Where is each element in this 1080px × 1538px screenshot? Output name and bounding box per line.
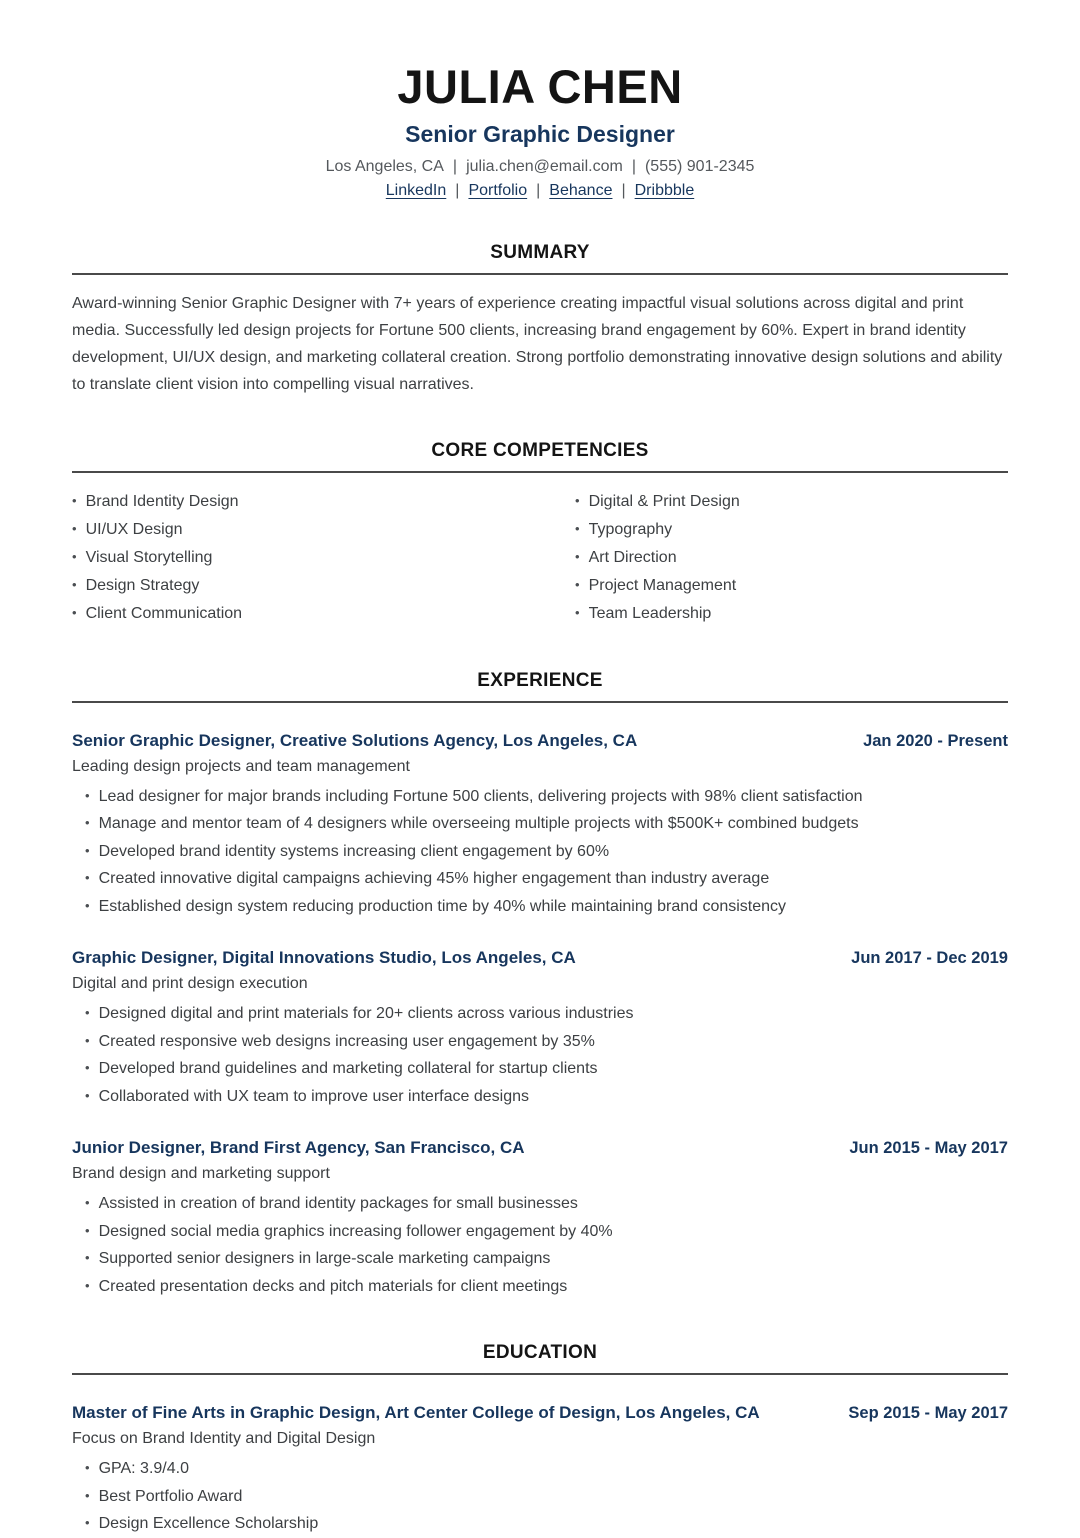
competency-item (575, 488, 1008, 516)
job-bullet (72, 1218, 1008, 1246)
bullet-dot: • (72, 604, 77, 620)
competency-label: Design Strategy (85, 576, 200, 594)
bullet-dot: • (85, 1460, 90, 1476)
summary-heading: SUMMARY (490, 241, 590, 263)
bullet-dot: • (72, 492, 77, 508)
job-entry (72, 1138, 1008, 1300)
link-linkedin[interactable]: LinkedIn (385, 181, 447, 199)
bullet-dot: • (85, 1060, 90, 1076)
job-bullet-list (72, 1190, 1008, 1300)
separator: | (621, 181, 626, 199)
job-entry (72, 948, 1008, 1110)
job-bullet-text: Created innovative digital campaigns achieving 45% higher engagement than industry average (98, 870, 770, 888)
competency-item (575, 516, 1008, 544)
job-header (72, 731, 1008, 751)
link-behance[interactable]: Behance (549, 181, 613, 199)
job-bullet-text: Supported senior designers in large-scale marketing campaigns (98, 1250, 551, 1268)
summary-text: Award-winning Senior Graphic Designer with 7+ years of experience creating impactful visual solutions across digital and print media. Successfully led design projects for Fortune 500 clients, increasing brand engagement by 60%. Expert in brand identity development, UI/UX design, and marketing collateral creation. Strong portfolio demonstrating innovative design solutions and ability to translate client vision into compelling visual narratives. (72, 294, 1003, 393)
competencies-column-left (72, 488, 540, 628)
job-bullet (72, 783, 1008, 811)
bullet-dot: • (85, 815, 90, 831)
bullet-dot: • (85, 1195, 90, 1211)
competency-label: Team Leadership (588, 604, 712, 622)
section-summary (72, 242, 1008, 398)
bullet-dot: • (575, 548, 580, 564)
job-bullet-text: Established design system reducing production time by 40% while maintaining brand consistency (98, 897, 787, 915)
separator: | (536, 181, 541, 199)
competency-label: Art Direction (588, 548, 677, 566)
bullet-dot: • (85, 1487, 90, 1503)
competency-label: Client Communication (85, 604, 243, 622)
bullet-dot: • (85, 870, 90, 886)
job-bullet-text: Created presentation decks and pitch materials for client meetings (98, 1277, 568, 1295)
job-header (72, 1138, 1008, 1158)
bullet-dot: • (85, 1032, 90, 1048)
bullet-dot: • (575, 604, 580, 620)
job-dates: Jun 2017 - Dec 2019 (851, 949, 1008, 968)
contact-email: julia.chen@email.com (466, 157, 623, 175)
job-bullet (72, 1000, 1008, 1028)
job-bullet (72, 1083, 1008, 1111)
education-bullet-text: Best Portfolio Award (98, 1487, 243, 1505)
bullet-dot: • (85, 897, 90, 913)
job-bullet (72, 1190, 1008, 1218)
section-divider (72, 1373, 1008, 1375)
bullet-dot: • (575, 520, 580, 536)
degree-title: Master of Fine Arts in Graphic Design, Art Center College of Design, Los Angeles, CA (72, 1403, 760, 1423)
contact-line (72, 158, 1008, 176)
job-bullet-text: Developed brand guidelines and marketing collateral for startup clients (98, 1060, 598, 1078)
link-portfolio[interactable]: Portfolio (468, 181, 528, 199)
bullet-dot: • (85, 1222, 90, 1238)
bullet-dot: • (72, 520, 77, 536)
contact-phone: (555) 901-2345 (644, 157, 755, 175)
education-header (72, 1403, 1008, 1423)
job-title: Senior Graphic Designer, Creative Solutions Agency, Los Angeles, CA (72, 730, 638, 750)
competency-label: UI/UX Design (85, 520, 183, 538)
competency-label: Typography (588, 520, 673, 538)
bullet-dot: • (85, 1250, 90, 1266)
education-bullet (72, 1510, 1008, 1538)
competency-label: Digital & Print Design (588, 492, 740, 510)
education-heading: EDUCATION (482, 1342, 598, 1364)
bullet-dot: • (72, 576, 77, 592)
education-bullet-text: GPA: 3.9/4.0 (98, 1460, 189, 1478)
job-bullet (72, 810, 1008, 838)
job-bullet (72, 1273, 1008, 1301)
job-header (72, 948, 1008, 968)
bullet-dot: • (85, 1005, 90, 1021)
separator: | (631, 157, 636, 175)
education-bullet-list (72, 1455, 1008, 1538)
job-bullet (72, 838, 1008, 866)
link-dribbble[interactable]: Dribbble (634, 181, 695, 199)
bullet-dot: • (575, 576, 580, 592)
competency-item (575, 572, 1008, 600)
job-dates: Jun 2015 - May 2017 (849, 1139, 1008, 1158)
education-entry (72, 1403, 1008, 1538)
competency-item (72, 544, 540, 572)
degree-dates: Sep 2015 - May 2017 (848, 1404, 1008, 1423)
bullet-dot: • (72, 548, 77, 564)
job-title: Graphic Designer, Digital Innovations Studio, Los Angeles, CA (72, 948, 576, 968)
competency-item (575, 544, 1008, 572)
job-bullet (72, 1055, 1008, 1083)
section-divider (72, 273, 1008, 275)
job-entry (72, 731, 1008, 921)
job-bullet (72, 865, 1008, 893)
job-bullet (72, 893, 1008, 921)
separator: | (455, 181, 460, 199)
job-bullet-list (72, 783, 1008, 921)
job-description: Brand design and marketing support (72, 1165, 330, 1183)
social-links (72, 182, 1008, 200)
bullet-dot: • (85, 1277, 90, 1293)
competency-item (72, 572, 540, 600)
education-bullet (72, 1455, 1008, 1483)
bullet-dot: • (85, 1515, 90, 1531)
competencies-heading: CORE COMPETENCIES (431, 439, 649, 461)
competency-label: Visual Storytelling (85, 548, 213, 566)
candidate-title: Senior Graphic Designer (405, 120, 675, 147)
competency-item (72, 488, 540, 516)
job-bullet (72, 1245, 1008, 1273)
education-bullet-text: Design Excellence Scholarship (98, 1515, 319, 1533)
competency-item (575, 600, 1008, 628)
section-divider (72, 471, 1008, 473)
section-education (72, 1342, 1008, 1538)
candidate-name: JULIA CHEN (397, 60, 683, 113)
job-bullet-text: Lead designer for major brands including Fortune 500 clients, delivering projects with 98% client satisfaction (98, 787, 863, 805)
job-description: Digital and print design execution (72, 975, 308, 993)
job-bullet-text: Manage and mentor team of 4 designers while overseeing multiple projects with $500K+ combined budgets (98, 815, 859, 833)
job-description: Leading design projects and team management (72, 757, 410, 775)
bullet-dot: • (575, 492, 580, 508)
competency-item (72, 516, 540, 544)
section-divider (72, 701, 1008, 703)
competency-label: Project Management (588, 576, 737, 594)
experience-heading: EXPERIENCE (477, 669, 603, 691)
job-bullet-text: Assisted in creation of brand identity packages for small businesses (98, 1195, 578, 1213)
competencies-grid (72, 488, 1008, 628)
job-bullet-list (72, 1000, 1008, 1110)
job-bullet-text: Created responsive web designs increasing user engagement by 35% (98, 1032, 595, 1050)
competencies-column-right (540, 488, 1008, 628)
separator: | (452, 157, 458, 175)
job-bullet-text: Developed brand identity systems increasing client engagement by 60% (98, 842, 610, 860)
degree-description: Focus on Brand Identity and Digital Design (72, 1430, 376, 1448)
bullet-dot: • (85, 1087, 90, 1103)
competency-item (72, 600, 540, 628)
bullet-dot: • (85, 787, 90, 803)
job-bullet-text: Collaborated with UX team to improve user interface designs (98, 1087, 529, 1105)
section-experience (72, 670, 1008, 1301)
job-title: Junior Designer, Brand First Agency, San Francisco, CA (72, 1138, 525, 1158)
resume-header (72, 62, 1008, 200)
section-core-competencies (72, 440, 1008, 628)
education-bullet (72, 1483, 1008, 1511)
competency-label: Brand Identity Design (85, 492, 239, 510)
job-bullet (72, 1028, 1008, 1056)
job-dates: Jan 2020 - Present (863, 731, 1008, 750)
bullet-dot: • (85, 842, 90, 858)
job-bullet-text: Designed digital and print materials for 20+ clients across various industries (98, 1005, 634, 1023)
job-bullet-text: Designed social media graphics increasing follower engagement by 40% (98, 1222, 613, 1240)
contact-location: Los Angeles, CA (325, 157, 444, 175)
